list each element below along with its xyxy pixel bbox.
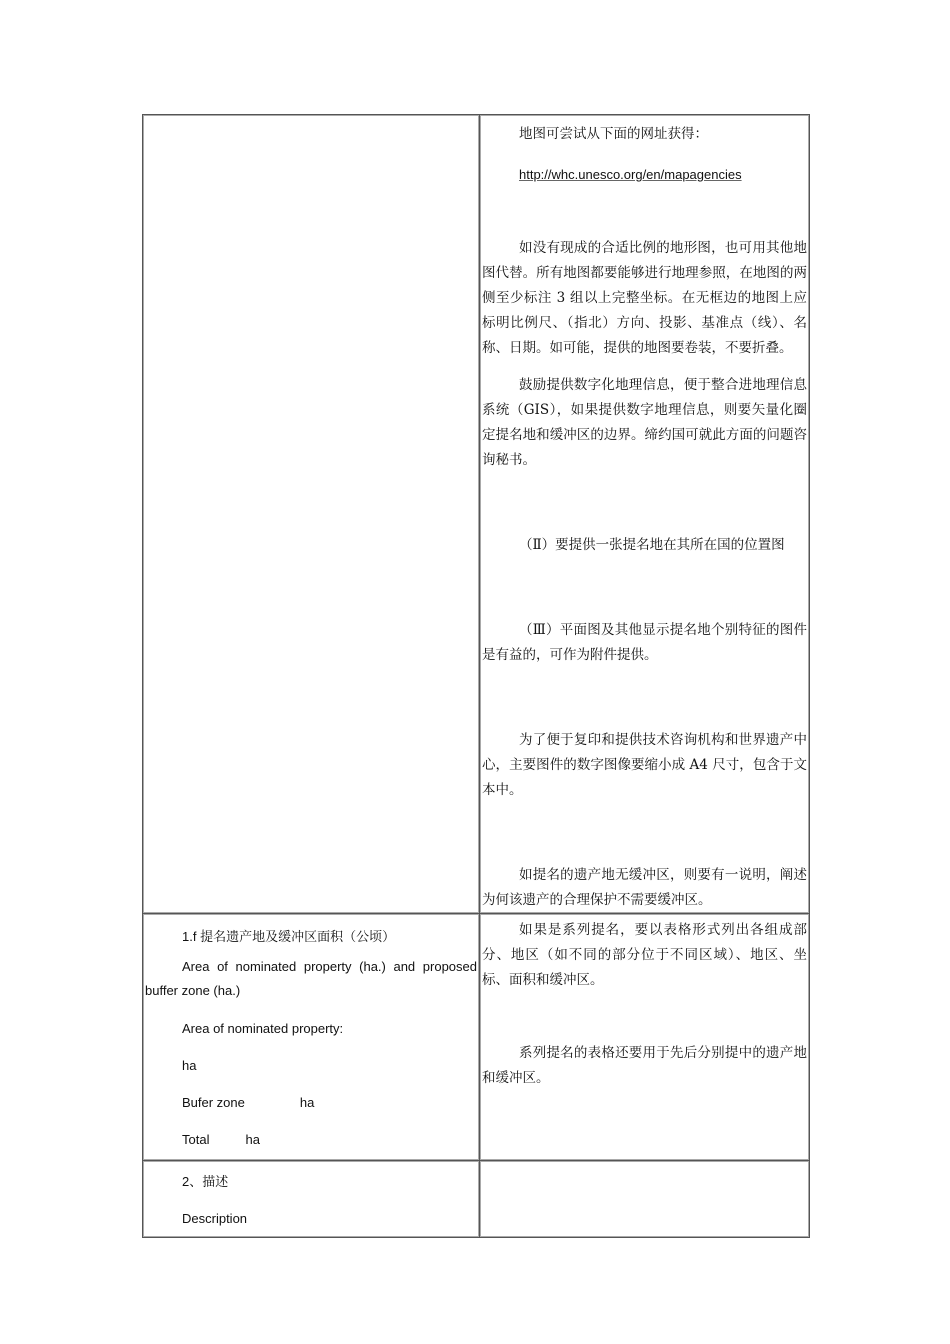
cell-description	[143, 1161, 480, 1238]
section-2-heading: 2、描述	[182, 1174, 229, 1189]
total-row	[145, 1121, 477, 1158]
guidance-serial-table: 如果是系列提名，要以表格形式列出各组成部分、地区（如不同的部分位于不同区域）、地区、坐标、面积和缓冲区。	[482, 922, 807, 988]
cell-empty-right	[480, 1161, 810, 1238]
map-agencies-link[interactable]: http://whc.unesco.org/en/mapagencies	[519, 167, 742, 182]
guidance-topographic-map: 如没有现成的合适比例的地形图，也可用其他地图代替。所有地图都要能够进行地理参照，在地图的两侧至少标注 3 组以上完整坐标。在无框边的地图上应标明比例尺、（指北）方向、投影、基准点（线）、名称、日期。如可能，提供的地图要卷装，不要折叠。	[482, 240, 807, 356]
table-row-maps	[143, 115, 810, 914]
total-unit: ha	[245, 1132, 260, 1147]
guidance-location-map: （Ⅱ）要提供一张提名地在其所在国的位置图	[519, 537, 785, 553]
area-nominated-unit: ha	[182, 1058, 197, 1073]
guidance-gis: 鼓励提供数字化地理信息，便于整合进地理信息系统（GIS），如果提供数字地理信息，则要矢量化圈定提名地和缓冲区的边界。缔约国可就此方面的问题咨询秘书。	[482, 377, 807, 468]
cell-empty-left	[143, 115, 480, 914]
guidance-no-buffer-zone: 如提名的遗产地无缓冲区，则要有一说明，阐述为何该遗产的合理保护不需要缓冲区。	[482, 867, 807, 908]
table-row-area	[143, 914, 810, 1161]
form-table	[142, 114, 810, 1238]
cell-area	[143, 914, 480, 1161]
buffer-zone-unit: ha	[299, 1095, 315, 1110]
buffer-zone-label: Bufer zone	[182, 1095, 245, 1110]
guidance-serial-successive: 系列提名的表格还要用于先后分别提中的遗产地和缓冲区。	[482, 1045, 807, 1086]
table-row-description	[143, 1161, 810, 1238]
guidance-a4-images: 为了便于复印和提供技术咨询机构和世界遗产中心，主要图件的数字图像要缩小成 A4 尺寸，包含于文本中。	[482, 732, 807, 798]
section-1f-heading: 1.f 提名遗产地及缓冲区面积（公顷）	[182, 929, 396, 944]
buffer-zone-row	[145, 1084, 477, 1121]
guidance-plans: （Ⅲ）平面图及其他显示提名地个别特征的图件是有益的，可作为附件提供。	[482, 622, 807, 663]
total-label: Total	[182, 1132, 210, 1147]
cell-map-guidance	[480, 115, 810, 914]
guidance-map-source: 地图可尝试从下面的网址获得：	[519, 126, 708, 142]
section-1f-english-heading: Area of nominated property (ha.) and proposed buffer zone (ha.)	[145, 959, 477, 998]
cell-serial-guidance	[480, 914, 810, 1161]
section-2-english-heading: Description	[182, 1211, 248, 1226]
area-nominated-label: Area of nominated property:	[182, 1021, 344, 1036]
